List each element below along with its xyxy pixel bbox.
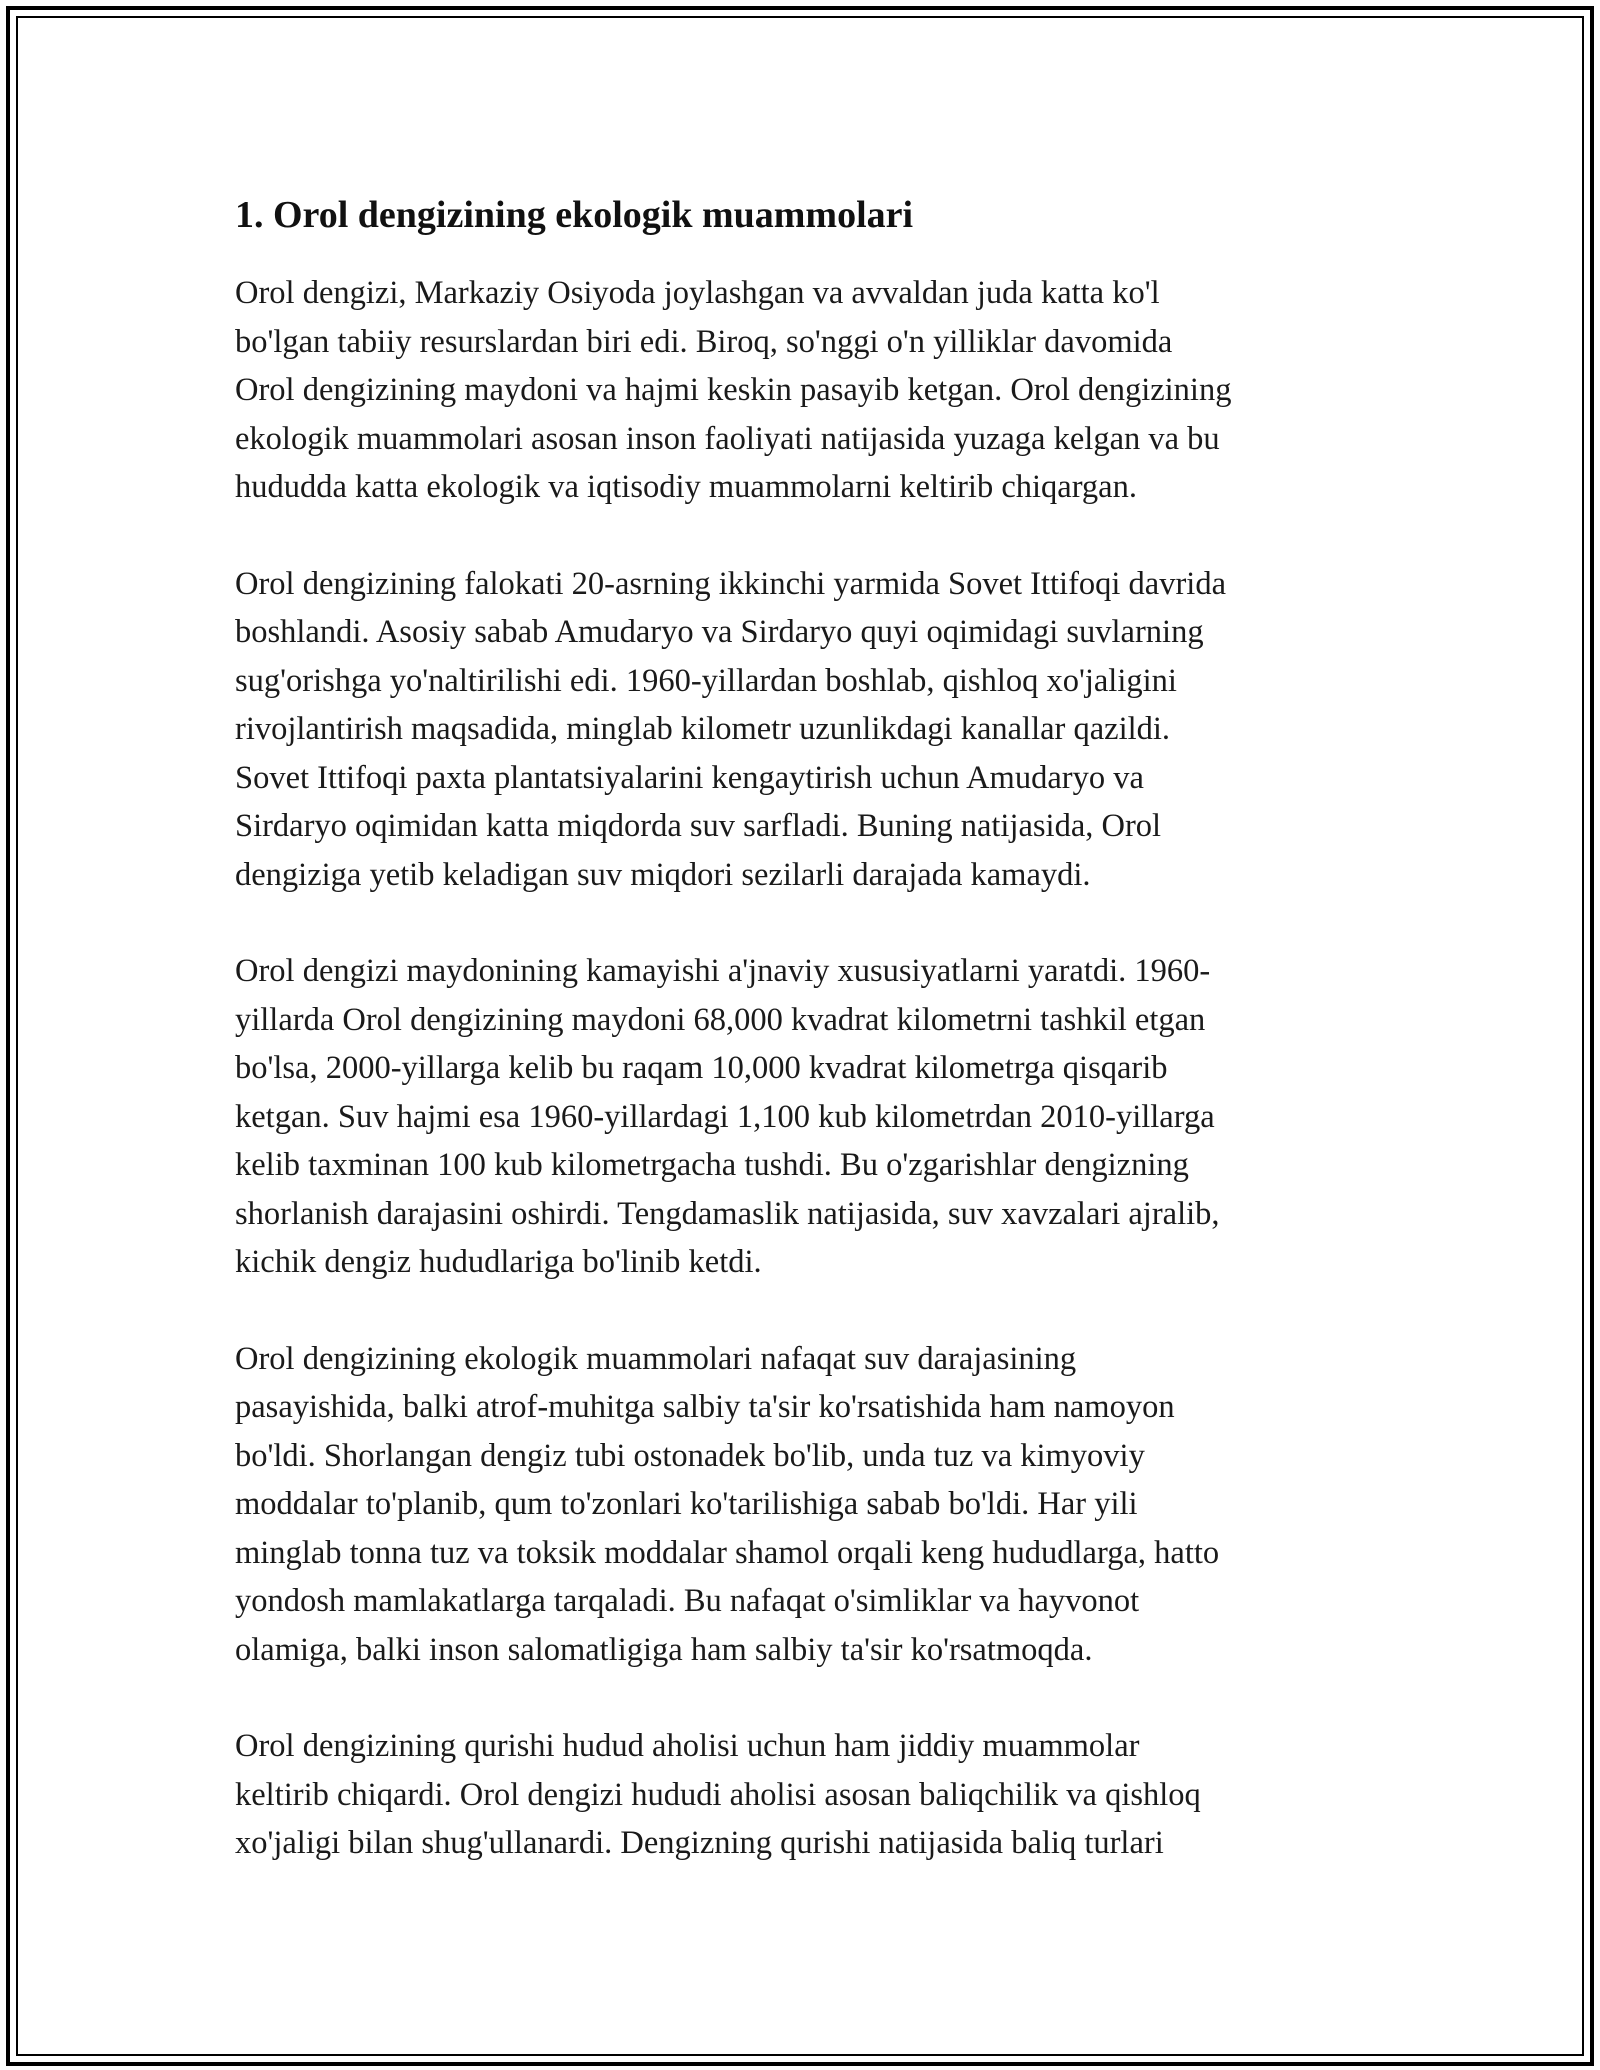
- paragraph: [235, 1722, 1365, 1868]
- paragraph-line: kelib taxminan 100 kub kilometrgacha tushdi. Bu o'zgarishlar dengizning: [235, 1147, 1189, 1183]
- paragraph-line: Orol dengizi maydonining kamayishi a'jnaviy xususiyatlarni yaratdi. 1960-: [235, 953, 1211, 989]
- paragraph-line: pasayishida, balki atrof-muhitga salbiy ta'sir ko'rsatishida ham namoyon: [235, 1389, 1175, 1425]
- paragraph-line: bo'ldi. Shorlangan dengiz tubi ostonadek bo'lib, unda tuz va kimyoviy: [235, 1437, 1145, 1474]
- paragraph: [235, 269, 1365, 512]
- paragraph-line: sug'orishga yo'naltirilishi edi. 1960-yillardan boshlab, qishloq xo'jaligini: [235, 662, 1177, 699]
- paragraph-line: shorlanish darajasini oshirdi. Tengdamaslik natijasida, suv xavzalari ajralib,: [235, 1195, 1220, 1232]
- paragraph-line: ekologik muammolari asosan inson faoliyati natijasida yuzaga kelgan va bu: [235, 420, 1220, 457]
- paragraph: [235, 560, 1365, 900]
- paragraph: [235, 1335, 1365, 1675]
- paragraph-line: bo'lgan tabiiy resurslardan biri edi. Biroq, so'nggi o'n yilliklar davomida: [235, 323, 1173, 360]
- paragraph-line: rivojlantirish maqsadida, minglab kilometr uzunlikdagi kanallar qazildi.: [235, 711, 1171, 747]
- paragraph-line: yondosh mamlakatlarga tarqaladi. Bu nafaqat o'simliklar va hayvonot: [235, 1583, 1140, 1619]
- paragraph-line: Orol dengizining falokati 20-asrning ikkinchi yarmida Sovet Ittifoqi davrida: [235, 565, 1227, 602]
- paragraph-line: Sovet Ittifoqi paxta plantatsiyalarini kengaytirish uchun Amudaryo va: [235, 759, 1144, 796]
- paragraph-line: Orol dengizining ekologik muammolari nafaqat suv darajasining: [235, 1340, 1077, 1377]
- paragraph-line: Sirdaryo oqimidan katta miqdorda suv sarfladi. Buning natijasida, Orol: [235, 808, 1162, 844]
- section-heading: 1. Orol dengizining ekologik muammolari: [235, 194, 914, 236]
- paragraph-line: bo'lsa, 2000-yillarga kelib bu raqam 10,000 kvadrat kilometrga qisqarib: [235, 1050, 1168, 1086]
- paragraph: [235, 947, 1365, 1287]
- paragraph-line: dengiziga yetib keladigan suv miqdori sezilarli darajada kamaydi.: [235, 856, 1091, 893]
- paragraph-line: moddalar to'planib, qum to'zonlari ko'tarilishiga sabab bo'ldi. Har yili: [235, 1486, 1138, 1522]
- paragraph-line: hududda katta ekologik va iqtisodiy muammolarni keltirib chiqargan.: [235, 469, 1137, 505]
- paragraph-line: keltirib chiqardi. Orol dengizi hududi aholisi asosan baliqchilik va qishloq: [235, 1776, 1201, 1813]
- paragraph-line: yillarda Orol dengizining maydoni 68,000 kvadrat kilometrni tashkil etgan: [235, 1001, 1206, 1038]
- paragraph-line: minglab tonna tuz va toksik moddalar shamol orqali keng hududlarga, hatto: [235, 1534, 1220, 1571]
- paragraph-line: Orol dengizining qurishi hudud aholisi uchun ham jiddiy muammolar: [235, 1728, 1140, 1764]
- document-body: [235, 185, 1365, 1868]
- paragraph-container: [235, 269, 1365, 1868]
- paragraph-line: Orol dengizining maydoni va hajmi keskin pasayib ketgan. Orol dengizining: [235, 372, 1232, 408]
- paragraph-line: Orol dengizi, Markaziy Osiyoda joylashgan va avvaldan juda katta ko'l: [235, 275, 1160, 311]
- paragraph-line: olamiga, balki inson salomatligiga ham salbiy ta'sir ko'rsatmoqda.: [235, 1631, 1093, 1668]
- paragraph-line: ketgan. Suv hajmi esa 1960-yillardagi 1,100 kub kilometrdan 2010-yillarga: [235, 1098, 1215, 1135]
- paragraph-line: boshlandi. Asosiy sabab Amudaryo va Sirdaryo quyi oqimidagi suvlarning: [235, 614, 1204, 650]
- paragraph-line: xo'jaligi bilan shug'ullanardi. Dengizning qurishi natijasida baliq turlari: [235, 1825, 1164, 1861]
- paragraph-line: kichik dengiz hududlariga bo'linib ketdi.: [235, 1244, 762, 1280]
